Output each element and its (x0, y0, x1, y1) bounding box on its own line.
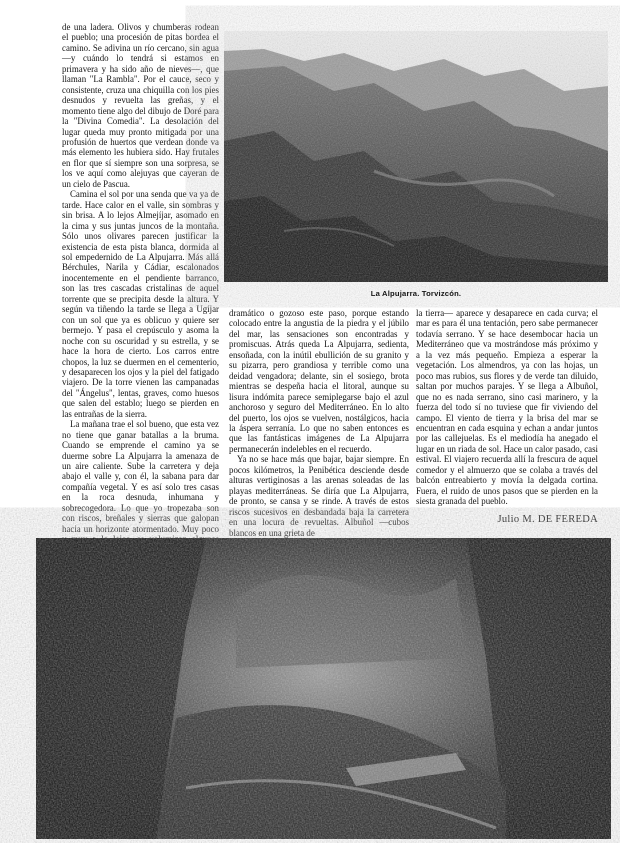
article-column-right (416, 308, 598, 511)
paragraph: Camina el sol por una senda que va ya de tarde. Hace calor en el valle, sin sombras y sin brisa. A lo lejos Almejíjar, asomado en la cima y sus juntas juncos de la montaña. Sólo unos olivares parecen justificar la existencia de esta pista blanca, dormida al sol empedernido de La Alpujarra. Más allá Bérchules, Narila y Cádiar, escalonados inocentemente en el pendiente barranco, son las tres cascadas cristalinas de aquel torrente que se precipita desde la altura. Y según va tiñendo la tarde se llega a Ugíjar con un sol que ya es oblicuo y quiere ser bermejo. Y pasa el crepúsculo y asoma la noche con su oscuridad y su estrella, y se hace la hora de cierto. Los carros entre chopos, la luz se duermen en el cementerio, y desaparecen los ojos y la piel del fatigado viajero. De la torre vienen las campanadas del "Ángelus", lentas, graves, como huesos que salen del establo; luego se pierden en las entrañas de la sierra. (62, 189, 219, 419)
landscape-photo-drawing (224, 31, 608, 282)
paragraph: de una ladera. Olivos y chumberas rodean el pueblo; una procesión de pitas bordea el camino. Se adivina un río cercano, sin agua —y cuándo lo tendrá si estamos en primavera y ha sido año de nieves—, que llaman "La Rambla". Por el cauce, seco y consistente, cruza una chiquilla con los pies desnudos y revuelta las greñas, y el momento tiene algo del dibujo de Doré para la "Divina Comedia". La desolación del lugar queda muy pronto mitigada por una profusión de huertos que verdean donde va más elemento les hubiera sido. Hay frutales en flor que sí siempre son una sorpresa, se los ve aquí como alejuyas que cayeran de un cielo de Pascua. (62, 22, 219, 189)
photo-caption: La Alpujarra. Torvizcón. (370, 289, 462, 298)
paragraph: dramático o gozoso este paso, porque estando colocado entre la angustia de la piedra y el júbilo del mar, las sensaciones son encontradas y promiscuas. Atrás queda La Alpujarra, sedienta, ensoñada, con la inútil ebullición de su granito y su pizarra, pero grandiosa y terrible como una deidad vengadora; delante, sin el sosiego, brota mientras se despeña hacia el litoral, aunque su lisura indómita parece semiplegarse bajo el azul anchoroso y seguro del Mediterráneo. En lo alto del puerto, los ojos se vuelven, nostálgicos, hacia la áspera serranía. Lo que no saben entonces es que las fantásticas imágenes de La Alpujarra permanecerán indelebles en el recuerdo. (229, 308, 409, 454)
article-column-left (62, 22, 219, 533)
photo-alpujarra-landscape (224, 31, 608, 282)
paragraph: la tierra— aparece y desaparece en cada curva; el mar es para él una tentación, pero sabe permanecer todavía serrano. Y se hace desembocar hacia un Mediterráneo que va mostrándose más próximo y a la vez más pequeño. Empieza a esperar la vegetación. Los almendros, ya con las hojas, un poco mas rubios, sus flores y de verde tan diluido, saltan por muchos parajes. Y se llega a Albuñol, que no es nada serrano, sino casi marinero, y la fuerza del todo sí no tuviese que fir viviendo del campo. El viento de tierra y la brisa del mar se encuentran en cada esquina y echan a andar juntos por las callejuelas. Es el mediodía ha anegado el lugar en un riada de sol. Hace un calor pasado, casi estival. El viajero recuerda allí la frescura de aquel comedor y el almuerzo que se colaba a través del balcón entreabierto y movía la delgada cortina. Fuera, el ruido de unos pasos que se pierden en la siesta granada del pueblo. (416, 308, 598, 507)
photo-village-street (36, 538, 611, 839)
paragraph: Ya no se hace más que bajar, bajar siempre. En pocos kilómetros, la Penibética desciende desde alturas vertiginosas a las arenas soleadas de las playas mediterráneas. Se diría que La Alpujarra, de pronto, se cansa y se rinde. A través de estos riscos sucesivos en desbandada baja la carretera en una locura de revueltas. Albuñol —cubos blancos en una grieta de (229, 454, 409, 538)
article-column-middle (229, 308, 409, 538)
paragraph: La mañana trae el sol bueno, que esta vez no tiene que ganar batallas a la bruma. Cuando se emprende el camino ya se duerme sobre La Alpujarra la amenaza de un aire caliente. Sube la carretera y deja abajo el valle y, con él, la sabana para dar compañía vegetal. Y es así solo tres casas en la roca desnuda, inhumana y sobrecogedora. Lo que yo tropezaba son con riscos, breñales y sierras que galopan hacia un horizonte atormentado. Muy poco (62, 419, 219, 534)
village-photo-drawing (36, 538, 611, 839)
author-signature: Julio M. DE FEREDA (497, 514, 598, 525)
